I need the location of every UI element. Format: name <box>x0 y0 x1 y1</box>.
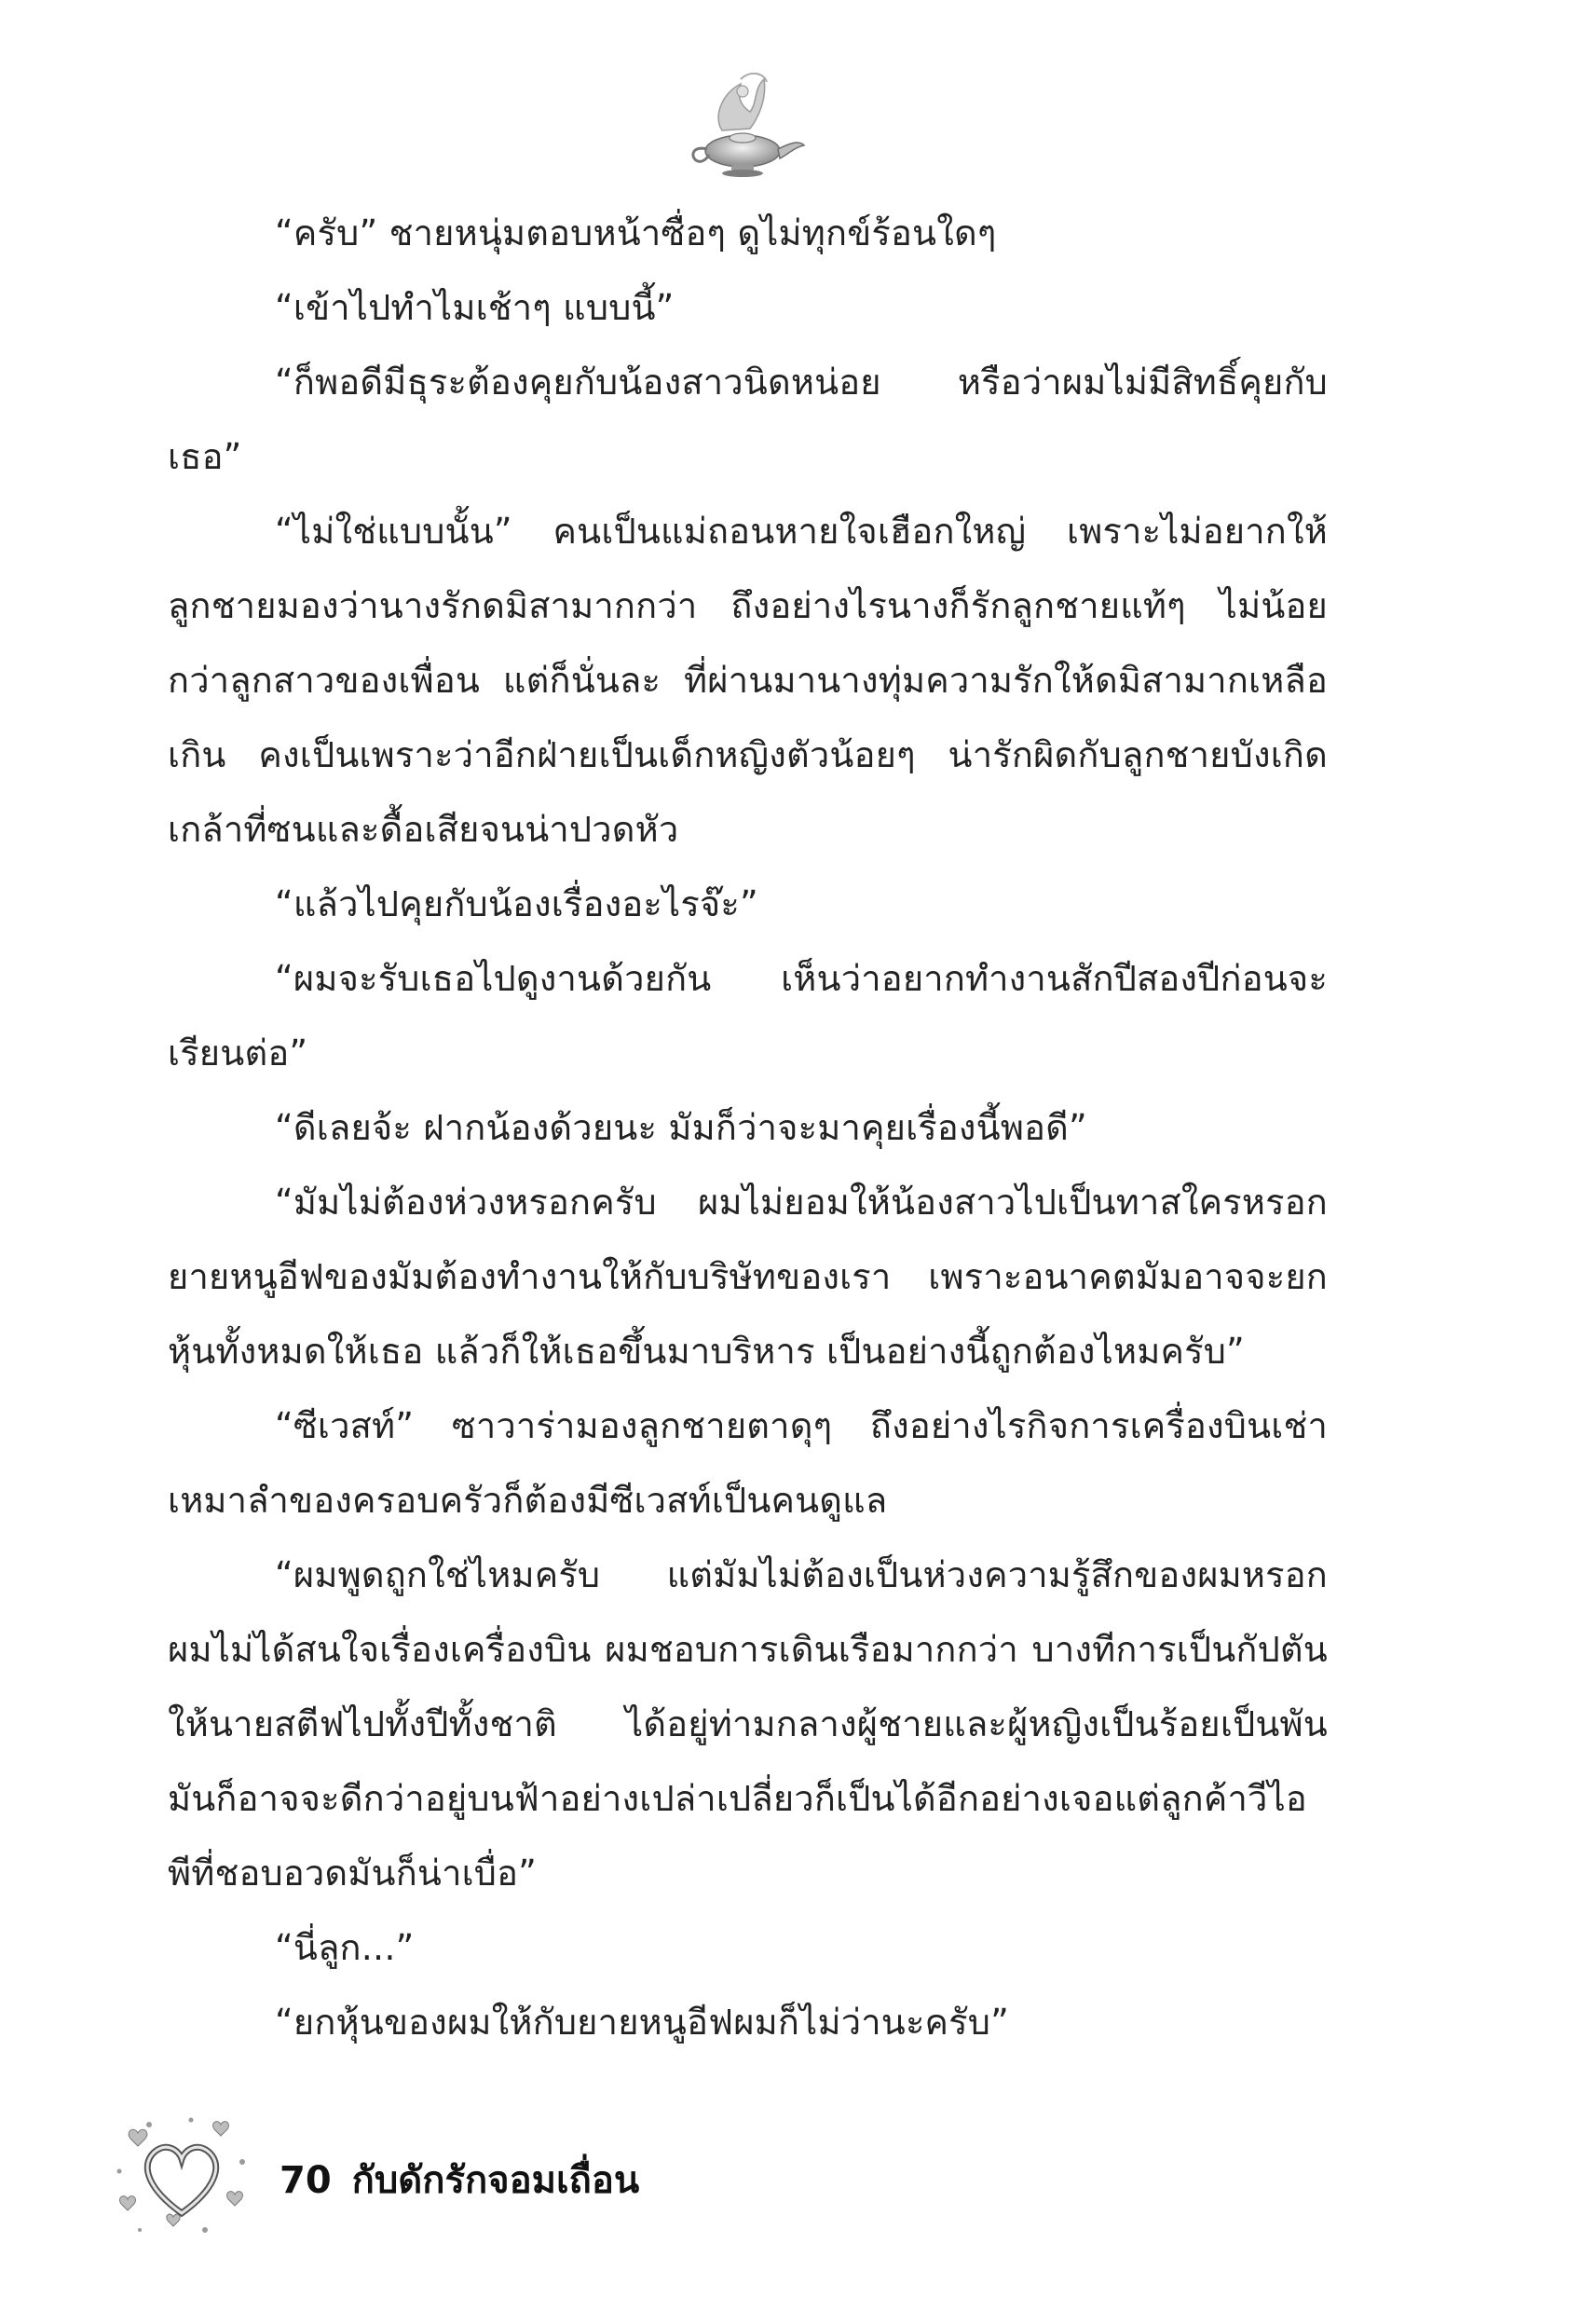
footer-label <box>280 2150 639 2209</box>
paragraph: “นี่ลูก...” <box>275 1927 415 1968</box>
paragraph: “ซีเวสท์” ซาวาร่ามองลูกชายตาดุๆ ถึงอย่างไรกิจการเครื่องบินเช่าเหมาลำของครอบครัวก็ต้องมีซีเวสท์เป็นคนดูแล <box>168 1405 1328 1521</box>
paragraph: “ผมจะรับเธอไปดูงานด้วยกัน เห็นว่าอยากทำงานสักปีสองปีก่อนจะเรียนต่อ” <box>168 958 1328 1073</box>
paragraph: “ก็พอดีมีธุระต้องคุยกับน้องสาวนิดหน่อย หรือว่าผมไม่มีสิทธิ์คุยกับเธอ” <box>168 362 1328 477</box>
hearts-frame-icon <box>112 2111 252 2241</box>
paragraph: “มัมไม่ต้องห่วงหรอกครับ ผมไม่ยอมให้น้องสาวไปเป็นทาสใครหรอก ยายหนูอีฟของมัมต้องทำงานให้กับบริษัทของเรา เพราะอนาคตมัมอาจจะยกหุ้นทั้งหมดให้เธอ แล้วก็ให้เธอขึ้นมาบริหาร เป็นอย่างนี้ถูกต้องไหมครับ” <box>168 1182 1328 1372</box>
body-text <box>168 196 1328 2059</box>
paragraph: “แล้วไปคุยกับน้องเรื่องอะไรจ๊ะ” <box>275 883 758 924</box>
paragraph: “ผมพูดถูกใช่ไหมครับ แต่มัมไม่ต้องเป็นห่วงความรู้สึกของผมหรอก ผมไม่ได้สนใจเรื่องเครื่องบิน ผมชอบการเดินเรือมากกว่า บางทีการเป็นกัปตันให้นายสตีฟไปทั้งปีทั้งชาติ ได้อยู่ท่ามกลางผู้ชายและผู้หญิงเป็นร้อยเป็นพัน มันก็อาจจะดีกว่าอยู่บนฟ้าอย่างเปล่าเปลี่ยวก็เป็นได้อีกอย่างเจอแต่ลูกค้าวีไอพีที่ชอบอวดมันก็น่าเบื่อ” <box>168 1554 1328 1894</box>
genie-lamp-icon <box>685 65 806 186</box>
paragraph: “ไม่ใช่แบบนั้น” คนเป็นแม่ถอนหายใจเฮือกใหญ่ เพราะไม่อยากให้ลูกชายมองว่านางรักดมิสามากกว่า ถึงอย่างไรนางก็รักลูกชายแท้ๆ ไม่น้อยกว่าลูกสาวของเพื่อน แต่ก็นั่นละ ที่ผ่านมานางทุ่มความรักให้ดมิสามากเหลือเกิน คงเป็นเพราะว่าอีกฝ่ายเป็นเด็กหญิงตัวน้อยๆ น่ารักผิดกับลูกชายบังเกิดเกล้าที่ซนและดื้อเสียจนน่าปวดหัว <box>168 511 1328 850</box>
book-title: กับดักรักจอมเถื่อน <box>351 2159 640 2202</box>
paragraph: “ครับ” ชายหนุ่มตอบหน้าซื่อๆ ดูไม่ทุกข์ร้อนใดๆ <box>275 212 997 253</box>
page-number: 70 <box>280 2159 332 2202</box>
page-footer <box>112 2111 764 2241</box>
paragraph: “ยกหุ้นของผมให้กับยายหนูอีฟผมก็ไม่ว่านะครับ” <box>275 2002 1009 2043</box>
paragraph: “ดีเลยจ้ะ ฝากน้องด้วยนะ มัมก็ว่าจะมาคุยเรื่องนี้พอดี” <box>275 1107 1087 1148</box>
paragraph: “เข้าไปทำไมเช้าๆ แบบนี้” <box>275 287 675 328</box>
